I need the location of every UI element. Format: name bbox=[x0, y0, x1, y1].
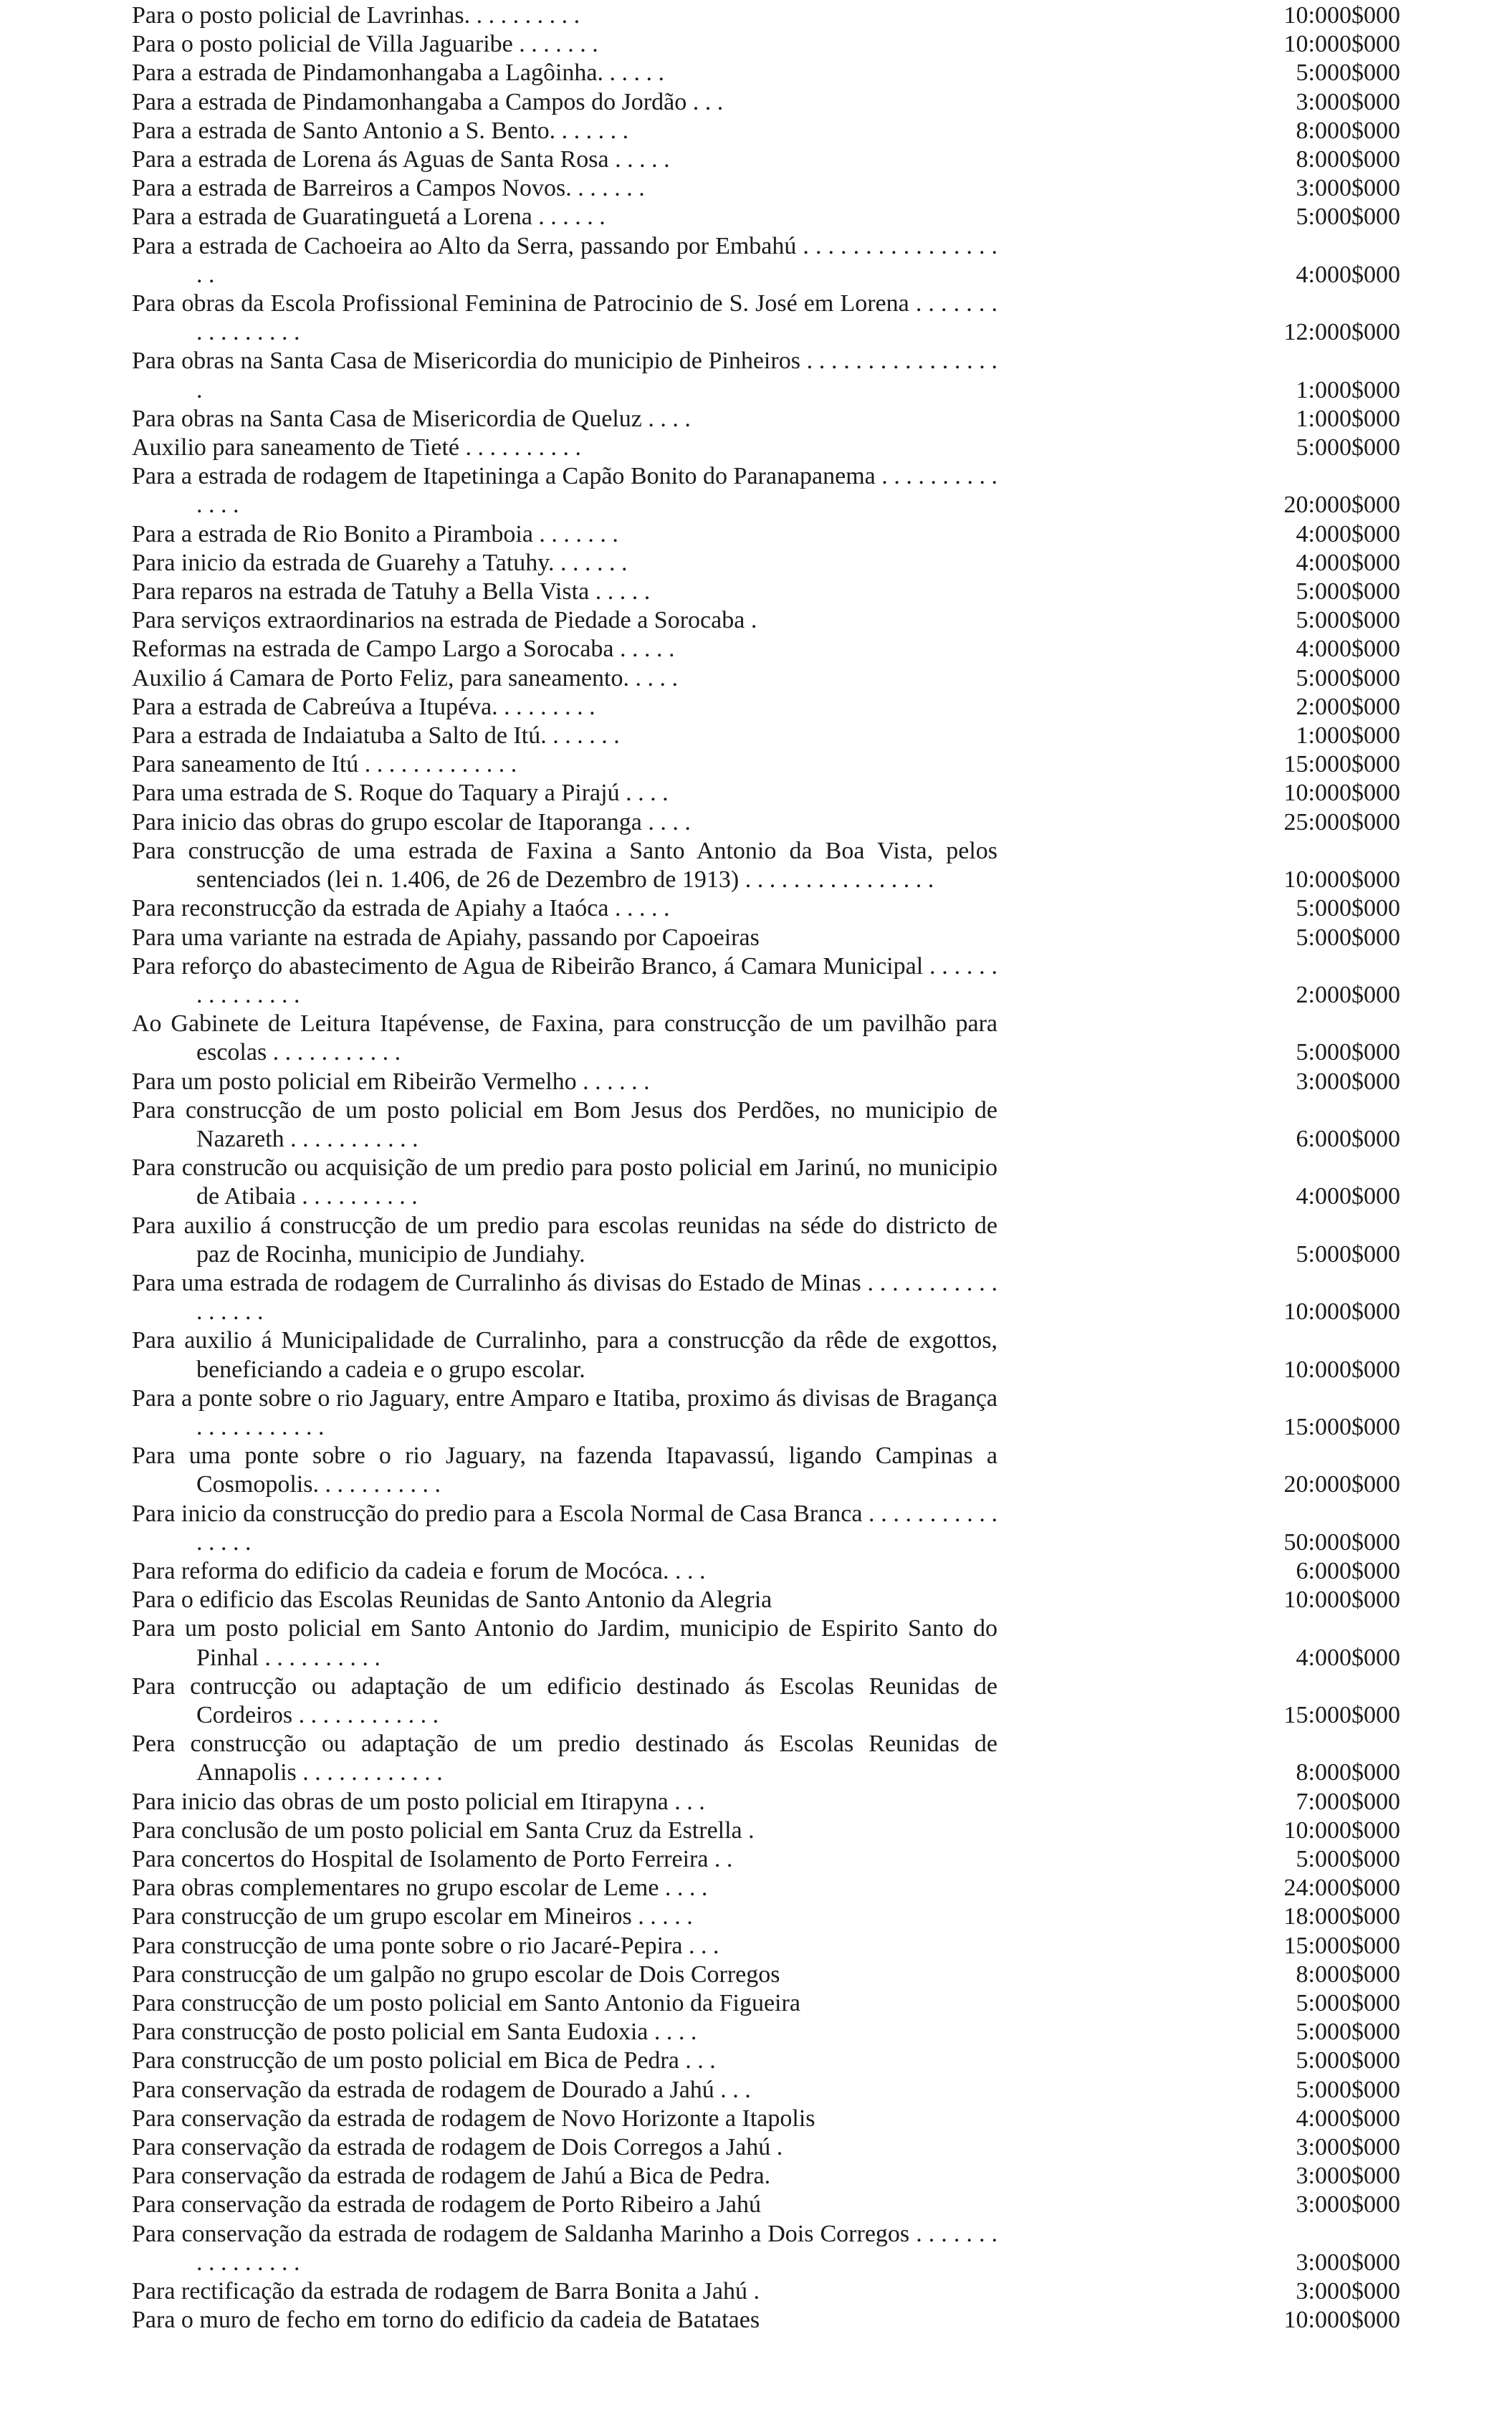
ledger-entry bbox=[132, 1874, 1400, 1903]
entry-amount: 4:000$000 bbox=[1296, 261, 1400, 288]
entry-amount: 5:000$000 bbox=[1296, 664, 1400, 691]
ledger-entry bbox=[132, 924, 1400, 952]
entry-amount: 15:000$000 bbox=[1283, 1701, 1400, 1728]
entry-description: Para um posto policial em Santo Antonio do Jardim, municipio de Espirito Santo do Pinhal . . . . . . . . . . bbox=[132, 1615, 997, 1671]
entry-amount: 10:000$000 bbox=[1283, 2307, 1400, 2334]
entry-description: Auxilio á Camara de Porto Feliz, para saneamento. . . . . bbox=[132, 664, 678, 691]
ledger-entry bbox=[132, 779, 1400, 808]
entry-description: Para conservação da estrada de rodagem de Dois Corregos a Jahú . bbox=[132, 2134, 783, 2161]
ledger-entry bbox=[132, 808, 1400, 837]
ledger-entry bbox=[132, 1154, 1400, 1211]
entry-amount: 5:000$000 bbox=[1296, 895, 1400, 922]
entry-amount: 4:000$000 bbox=[1296, 2105, 1400, 2132]
entry-description: Para construcção de uma ponte sobre o rio Jacaré-Pepira . . . bbox=[132, 1932, 719, 1959]
ledger-entry bbox=[132, 1903, 1400, 1931]
entry-description: Para reconstrucção da estrada de Apiahy a Itaóca . . . . . bbox=[132, 895, 670, 922]
entry-description: Para uma estrada de rodagem de Curralinho ás divisas do Estado de Minas . . . . . . . . . . . . . . . . . bbox=[132, 1269, 997, 1326]
ledger-entry bbox=[132, 289, 1400, 347]
entry-description: Para o posto policial de Lavrinhas. . . . . . . . . . bbox=[132, 2, 580, 29]
ledger-entry bbox=[132, 347, 1400, 404]
entry-description: Para a estrada de Cabreúva a Itupéva. . . . . . . . . bbox=[132, 693, 595, 720]
entry-amount: 15:000$000 bbox=[1283, 1413, 1400, 1440]
budget-ledger bbox=[132, 1, 1400, 2335]
entry-amount: 1:000$000 bbox=[1296, 405, 1400, 432]
entry-amount: 4:000$000 bbox=[1296, 636, 1400, 663]
entry-amount: 5:000$000 bbox=[1296, 59, 1400, 87]
ledger-entry bbox=[132, 174, 1400, 203]
entry-description: Para a ponte sobre o rio Jaguary, entre Amparo e Itatiba, proximo ás divisas de Bragança . . . . . . . . . . . bbox=[132, 1384, 997, 1440]
entry-description: Para construcção de um posto policial em Bica de Pedra . . . bbox=[132, 2047, 716, 2074]
entry-amount: 5:000$000 bbox=[1296, 2076, 1400, 2103]
entry-description: Para obras na Santa Casa de Misericordia de Queluz . . . . bbox=[132, 405, 691, 432]
entry-description: Para construcção de uma estrada de Faxina a Santo Antonio da Boa Vista, pelos sentenciados (lei n. 1.406, de 26 de Dezembro de 1913) . . . . . . . . . . . . . . . . bbox=[132, 837, 997, 894]
ledger-entry bbox=[132, 1817, 1400, 1845]
entry-amount: 15:000$000 bbox=[1283, 751, 1400, 778]
entry-amount: 3:000$000 bbox=[1296, 2163, 1400, 2190]
entry-amount: 3:000$000 bbox=[1296, 1068, 1400, 1095]
ledger-entry bbox=[132, 1442, 1400, 1499]
entry-description: Para construcção de um posto policial em Bom Jesus dos Perdões, no municipio de Nazareth . . . . . . . . . . . bbox=[132, 1096, 997, 1152]
entry-amount: 5:000$000 bbox=[1296, 1846, 1400, 1872]
entry-amount: 10:000$000 bbox=[1283, 2, 1400, 29]
entry-description: Para reparos na estrada de Tatuhy a Bella Vista . . . . . bbox=[132, 578, 651, 606]
entry-amount: 4:000$000 bbox=[1296, 549, 1400, 576]
ledger-entry bbox=[132, 1845, 1400, 1874]
ledger-entry bbox=[132, 1730, 1400, 1787]
entry-description: Para a estrada de Lorena ás Aguas de Santa Rosa . . . . . bbox=[132, 146, 670, 173]
ledger-entry bbox=[132, 1269, 1400, 1326]
entry-description: Para uma ponte sobre o rio Jaguary, na fazenda Itapavassú, ligando Campinas a Cosmopolis. . . . . . . . . . . bbox=[132, 1442, 997, 1498]
ledger-entry bbox=[132, 549, 1400, 578]
entry-amount: 20:000$000 bbox=[1283, 1471, 1400, 1498]
entry-amount: 3:000$000 bbox=[1296, 2249, 1400, 2276]
entry-description: Para a estrada de Indaiatuba a Salto de Itú. . . . . . . bbox=[132, 722, 620, 750]
ledger-entry bbox=[132, 693, 1400, 722]
ledger-entry bbox=[132, 1989, 1400, 2018]
entry-amount: 5:000$000 bbox=[1296, 1240, 1400, 1268]
entry-amount: 10:000$000 bbox=[1283, 1586, 1400, 1614]
entry-amount: 25:000$000 bbox=[1283, 808, 1400, 836]
entry-description: Para inicio da construcção do predio para a Escola Normal de Casa Branca . . . . . . . . . . . . . . . . bbox=[132, 1500, 997, 1556]
ledger-entry bbox=[132, 635, 1400, 664]
entry-amount: 18:000$000 bbox=[1283, 1903, 1400, 1930]
entry-description: Para a estrada de Guaratinguetá a Lorena . . . . . . bbox=[132, 204, 606, 231]
entry-amount: 10:000$000 bbox=[1283, 31, 1400, 58]
ledger-entry bbox=[132, 59, 1400, 87]
ledger-entry bbox=[132, 232, 1400, 289]
entry-amount: 12:000$000 bbox=[1283, 319, 1400, 346]
ledger-entry bbox=[132, 1096, 1400, 1154]
ledger-entry bbox=[132, 2220, 1400, 2277]
entry-amount: 7:000$000 bbox=[1296, 1788, 1400, 1815]
entry-description: Para a estrada de Pindamonhangaba a Lagôinha. . . . . . bbox=[132, 59, 665, 87]
ledger-entry bbox=[132, 1326, 1400, 1384]
ledger-entry bbox=[132, 1384, 1400, 1442]
entry-description: Para a estrada de Cachoeira ao Alto da Serra, passando por Embahú . . . . . . . . . . . . . . . . . . bbox=[132, 232, 997, 288]
ledger-entry bbox=[132, 462, 1400, 520]
entry-amount: 4:000$000 bbox=[1296, 1644, 1400, 1671]
ledger-entry bbox=[132, 2105, 1400, 2133]
entry-amount: 3:000$000 bbox=[1296, 2191, 1400, 2219]
entry-amount: 2:000$000 bbox=[1296, 981, 1400, 1008]
entry-description: Para conservação da estrada de rodagem de Porto Ribeiro a Jahú bbox=[132, 2191, 761, 2219]
entry-description: Para auxilio á construcção de um predio para escolas reunidas na séde do districto de paz de Rocinha, municipio de Jundiahy. bbox=[132, 1212, 997, 1268]
ledger-entry bbox=[132, 1010, 1400, 1067]
entry-description: Para contrucção ou adaptação de um edificio destinado ás Escolas Reunidas de Cordeiros . . . . . . . . . . . . bbox=[132, 1672, 997, 1728]
entry-description: Para um posto policial em Ribeirão Vermelho . . . . . . bbox=[132, 1068, 650, 1095]
ledger-entry bbox=[132, 1, 1400, 30]
entry-amount: 5:000$000 bbox=[1296, 578, 1400, 606]
ledger-entry bbox=[132, 664, 1400, 693]
ledger-entry bbox=[132, 145, 1400, 174]
ledger-entry bbox=[132, 952, 1400, 1010]
entry-amount: 5:000$000 bbox=[1296, 607, 1400, 634]
entry-description: Pera construcção ou adaptação de um predio destinado ás Escolas Reunidas de Annapolis . . . . . . . . . . . . bbox=[132, 1731, 997, 1786]
ledger-entry bbox=[132, 30, 1400, 59]
entry-description: Para obras na Santa Casa de Misericordia do municipio de Pinheiros . . . . . . . . . . . . . . . . . bbox=[132, 348, 997, 403]
ledger-entry bbox=[132, 1788, 1400, 1817]
entry-description: Para concertos do Hospital de Isolamento de Porto Ferreira . . bbox=[132, 1846, 733, 1872]
ledger-entry bbox=[132, 117, 1400, 145]
entry-amount: 3:000$000 bbox=[1296, 88, 1400, 115]
ledger-entry bbox=[132, 1614, 1400, 1672]
entry-description: Para auxilio á Municipalidade de Curralinho, para a construcção da rêde de exgottos, beneficiando a cadeia e o grupo escolar. bbox=[132, 1327, 997, 1383]
entry-amount: 5:000$000 bbox=[1296, 434, 1400, 461]
entry-amount: 10:000$000 bbox=[1283, 866, 1400, 894]
entry-description: Para a estrada de Barreiros a Campos Novos. . . . . . . bbox=[132, 175, 645, 202]
entry-description: Para reforma do edificio da cadeia e forum de Mocóca. . . . bbox=[132, 1557, 706, 1584]
entry-amount: 10:000$000 bbox=[1283, 780, 1400, 807]
ledger-entry bbox=[132, 2133, 1400, 2162]
entry-description: Para inicio das obras de um posto policial em Itirapyna . . . bbox=[132, 1788, 705, 1815]
ledger-entry bbox=[132, 203, 1400, 231]
ledger-entry bbox=[132, 1500, 1400, 1557]
ledger-entry bbox=[132, 722, 1400, 750]
ledger-entry bbox=[132, 606, 1400, 635]
entry-amount: 15:000$000 bbox=[1283, 1932, 1400, 1959]
entry-amount: 4:000$000 bbox=[1296, 1183, 1400, 1210]
ledger-entry bbox=[132, 578, 1400, 606]
ledger-entry bbox=[132, 1672, 1400, 1730]
entry-description: Para rectificação da estrada de rodagem de Barra Bonita a Jahú . bbox=[132, 2278, 760, 2305]
entry-amount: 10:000$000 bbox=[1283, 1817, 1400, 1844]
entry-amount: 8:000$000 bbox=[1296, 146, 1400, 173]
ledger-entry bbox=[132, 894, 1400, 923]
ledger-entry bbox=[132, 2162, 1400, 2191]
ledger-entry bbox=[132, 1068, 1400, 1096]
entry-description: Para reforço do abastecimento de Agua de Ribeirão Branco, á Camara Municipal . . . . . . . . . . . . . . . bbox=[132, 952, 997, 1008]
entry-amount: 20:000$000 bbox=[1283, 492, 1400, 519]
ledger-entry bbox=[132, 750, 1400, 779]
entry-description: Para construcção de um posto policial em Santo Antonio da Figueira bbox=[132, 1990, 800, 2017]
entry-amount: 2:000$000 bbox=[1296, 693, 1400, 720]
ledger-entry bbox=[132, 2018, 1400, 2047]
entry-description: Para inicio da estrada de Guarehy a Tatuhy. . . . . . . bbox=[132, 549, 628, 576]
entry-description: Para o muro de fecho em torno do edificio da cadeia de Batataes bbox=[132, 2307, 760, 2334]
entry-description: Para serviços extraordinarios na estrada de Piedade a Sorocaba . bbox=[132, 607, 757, 634]
ledger-entry bbox=[132, 2047, 1400, 2075]
entry-description: Para obras complementares no grupo escolar de Leme . . . . bbox=[132, 1875, 708, 1902]
entry-amount: 10:000$000 bbox=[1283, 1356, 1400, 1383]
entry-amount: 1:000$000 bbox=[1296, 376, 1400, 403]
entry-description: Auxilio para saneamento de Tieté . . . . . . . . . . bbox=[132, 434, 582, 461]
entry-description: Para obras da Escola Profissional Feminina de Patrocinio de S. José em Lorena . . . . . . . . . . . . . . . . bbox=[132, 290, 997, 346]
ledger-entry bbox=[132, 1932, 1400, 1961]
entry-amount: 3:000$000 bbox=[1296, 2278, 1400, 2305]
ledger-entry bbox=[132, 1557, 1400, 1586]
ledger-entry bbox=[132, 520, 1400, 549]
entry-description: Para a estrada de rodagem de Itapetininga a Capão Bonito do Paranapanema . . . . . . . . . . . . . . bbox=[132, 463, 997, 519]
entry-amount: 3:000$000 bbox=[1296, 175, 1400, 202]
entry-amount: 8:000$000 bbox=[1296, 1961, 1400, 1988]
ledger-entry bbox=[132, 2306, 1400, 2335]
entry-description: Para construcção de posto policial em Santa Eudoxia . . . . bbox=[132, 2019, 697, 2046]
ledger-entry bbox=[132, 1212, 1400, 1269]
entry-description: Para o edificio das Escolas Reunidas de Santo Antonio da Alegria bbox=[132, 1586, 772, 1614]
entry-description: Para inicio das obras do grupo escolar de Itaporanga . . . . bbox=[132, 808, 691, 836]
entry-amount: 5:000$000 bbox=[1296, 204, 1400, 231]
entry-description: Para conclusão de um posto policial em Santa Cruz da Estrella . bbox=[132, 1817, 755, 1844]
entry-description: Para construcão ou acquisição de um predio para posto policial em Jarinú, no municipio de Atibaia . . . . . . . . . . bbox=[132, 1154, 997, 1210]
entry-amount: 4:000$000 bbox=[1296, 520, 1400, 547]
entry-amount: 5:000$000 bbox=[1296, 924, 1400, 951]
entry-description: Para a estrada de Rio Bonito a Piramboia . . . . . . . bbox=[132, 520, 618, 547]
entry-amount: 24:000$000 bbox=[1283, 1875, 1400, 1902]
entry-amount: 8:000$000 bbox=[1296, 1759, 1400, 1786]
entry-amount: 5:000$000 bbox=[1296, 2047, 1400, 2074]
entry-amount: 6:000$000 bbox=[1296, 1557, 1400, 1584]
ledger-entry bbox=[132, 1961, 1400, 1989]
ledger-entry bbox=[132, 434, 1400, 462]
entry-description: Para o posto policial de Villa Jaguaribe . . . . . . . bbox=[132, 31, 598, 58]
ledger-entry bbox=[132, 837, 1400, 894]
entry-amount: 5:000$000 bbox=[1296, 1039, 1400, 1066]
ledger-entry bbox=[132, 1586, 1400, 1614]
entry-description: Para uma estrada de S. Roque do Taquary a Pirajú . . . . bbox=[132, 780, 669, 807]
entry-description: Para conservação da estrada de rodagem de Jahú a Bica de Pedra. bbox=[132, 2163, 771, 2190]
ledger-entry bbox=[132, 88, 1400, 117]
ledger-entry bbox=[132, 2191, 1400, 2219]
entry-amount: 5:000$000 bbox=[1296, 1990, 1400, 2017]
entry-description: Para construcção de um grupo escolar em Mineiros . . . . . bbox=[132, 1903, 693, 1930]
entry-amount: 1:000$000 bbox=[1296, 722, 1400, 750]
entry-description: Para conservação da estrada de rodagem de Dourado a Jahú . . . bbox=[132, 2076, 751, 2103]
entry-amount: 3:000$000 bbox=[1296, 2134, 1400, 2161]
entry-description: Para uma variante na estrada de Apiahy, passando por Capoeiras bbox=[132, 924, 760, 951]
entry-description: Para a estrada de Pindamonhangaba a Campos do Jordão . . . bbox=[132, 88, 724, 115]
entry-amount: 10:000$000 bbox=[1283, 1298, 1400, 1326]
entry-description: Para conservação da estrada de rodagem de Novo Horizonte a Itapolis bbox=[132, 2105, 815, 2132]
entry-amount: 5:000$000 bbox=[1296, 2019, 1400, 2046]
entry-description: Para a estrada de Santo Antonio a S. Bento. . . . . . . bbox=[132, 117, 629, 144]
ledger-entry bbox=[132, 405, 1400, 434]
ledger-entry bbox=[132, 2277, 1400, 2306]
entry-description: Ao Gabinete de Leitura Itapévense, de Faxina, para construcção de um pavilhão para escolas . . . . . . . . . . . bbox=[132, 1010, 997, 1066]
entry-amount: 6:000$000 bbox=[1296, 1125, 1400, 1152]
entry-description: Para saneamento de Itú . . . . . . . . . . . . . bbox=[132, 751, 517, 778]
entry-description: Reformas na estrada de Campo Largo a Sorocaba . . . . . bbox=[132, 636, 675, 663]
entry-description: Para conservação da estrada de rodagem de Saldanha Marinho a Dois Corregos . . . . . . . . . . . . . . . . bbox=[132, 2220, 997, 2276]
ledger-entry bbox=[132, 2076, 1400, 2105]
entry-amount: 50:000$000 bbox=[1283, 1528, 1400, 1556]
entry-description: Para construcção de um galpão no grupo escolar de Dois Corregos bbox=[132, 1961, 780, 1988]
entry-amount: 8:000$000 bbox=[1296, 117, 1400, 144]
